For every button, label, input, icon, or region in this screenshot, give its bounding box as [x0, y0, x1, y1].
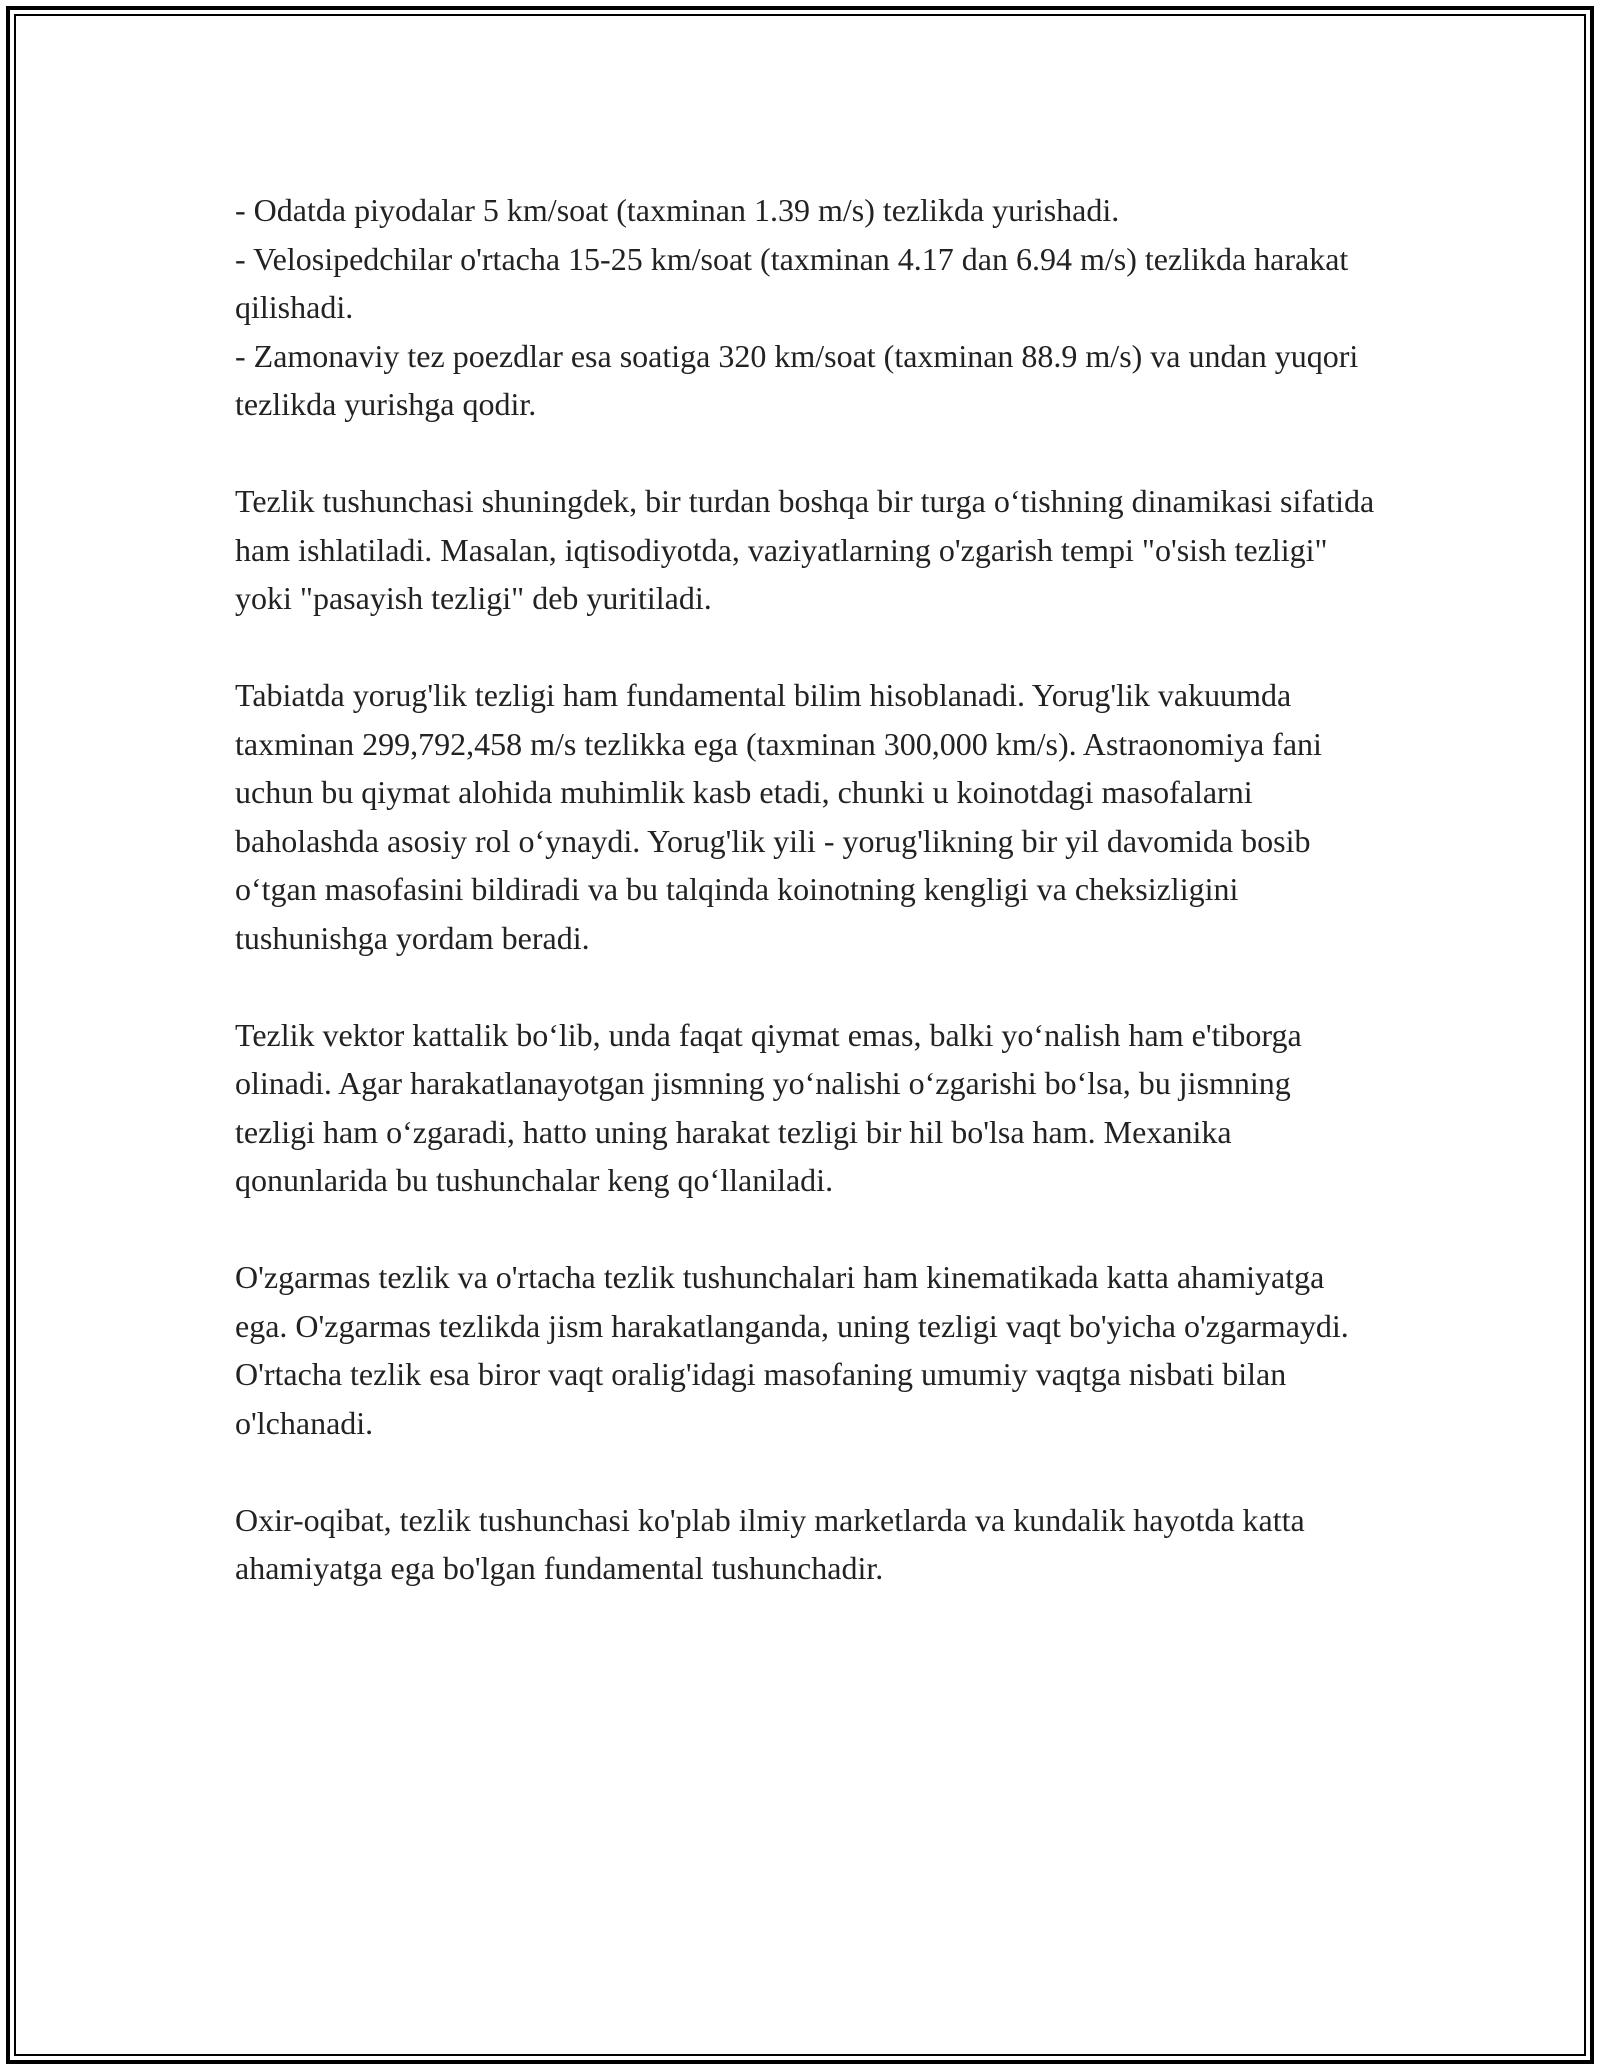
list-item-trains: - Zamonaviy tez poezdlar esa soatiga 320 km/soat (taxminan 88.9 m/s) va undan yuqori tezlikda yurishga qodir.	[235, 337, 1359, 422]
paragraph-vector-quantity: Tezlik vektor kattalik bo‘lib, unda faqat qiymat emas, balki yo‘nalish ham e'tiborga olinadi. Agar harakatlanayotgan jismning yo‘nalishi o‘zgarishi bo‘lsa, bu jismning tezligi ham o‘zgaradi, hatto uning harakat tezligi bir hil bo'lsa ham. Mexanika qonunlarida bu tushunchalar keng qo‘llaniladi.	[235, 1016, 1302, 1198]
paragraph-constant-average-speed: O'zgarmas tezlik va o'rtacha tezlik tushunchalari ham kinematikada katta ahamiyatga ega. O'zgarmas tezlikda jism harakatlanganda, uning tezligi vaqt bo'yicha o'zgarmaydi. O'rtacha tezlik esa biror vaqt oralig'idagi masofaning umumiy vaqtga nisbati bilan o'lchanadi.	[235, 1259, 1349, 1441]
paragraph-conclusion: Oxir-oqibat, tezlik tushunchasi ko'plab ilmiy marketlarda va kundalik hayotda katta ahamiyatga ega bo'lgan fundamental tushunchadir.	[235, 1501, 1305, 1586]
paragraph-speed-of-light: Tabiatda yorug'lik tezligi ham fundamental bilim hisoblanadi. Yorug'lik vakuumda taxminan 299,792,458 m/s tezlikka ega (taxminan 300,000 km/s). Astraonomiya fani uchun bu qiymat alohida muhimlik kasb etadi, chunki u koinotdagi masofalarni baholashda asosiy rol o‘ynaydi. Yorug'lik yili - yorug'likning bir yil davomida bosib o‘tgan masofasini bildiradi va bu talqinda koinotning kengligi va cheksizligini tushunishga yordam beradi.	[235, 677, 1322, 956]
list-item-cyclists: - Velosipedchilar o'rtacha 15-25 km/soat (taxminan 4.17 dan 6.94 m/s) tezlikda harakat qilishadi.	[235, 240, 1349, 325]
paragraph-dynamics: Tezlik tushunchasi shuningdek, bir turdan boshqa bir turga o‘tishning dinamikasi sifatida ham ishlatiladi. Masalan, iqtisodiyotda, vaziyatlarning o'zgarish tempi "o'sish tezligi" yoki "pasayish tezligi" deb yuritiladi.	[235, 483, 1375, 616]
list-item-pedestrians: - Odatda piyodalar 5 km/soat (taxminan 1.39 m/s) tezlikda yurishadi.	[235, 192, 1120, 228]
speed-examples-list	[235, 186, 1375, 429]
document-body	[235, 186, 1375, 1641]
